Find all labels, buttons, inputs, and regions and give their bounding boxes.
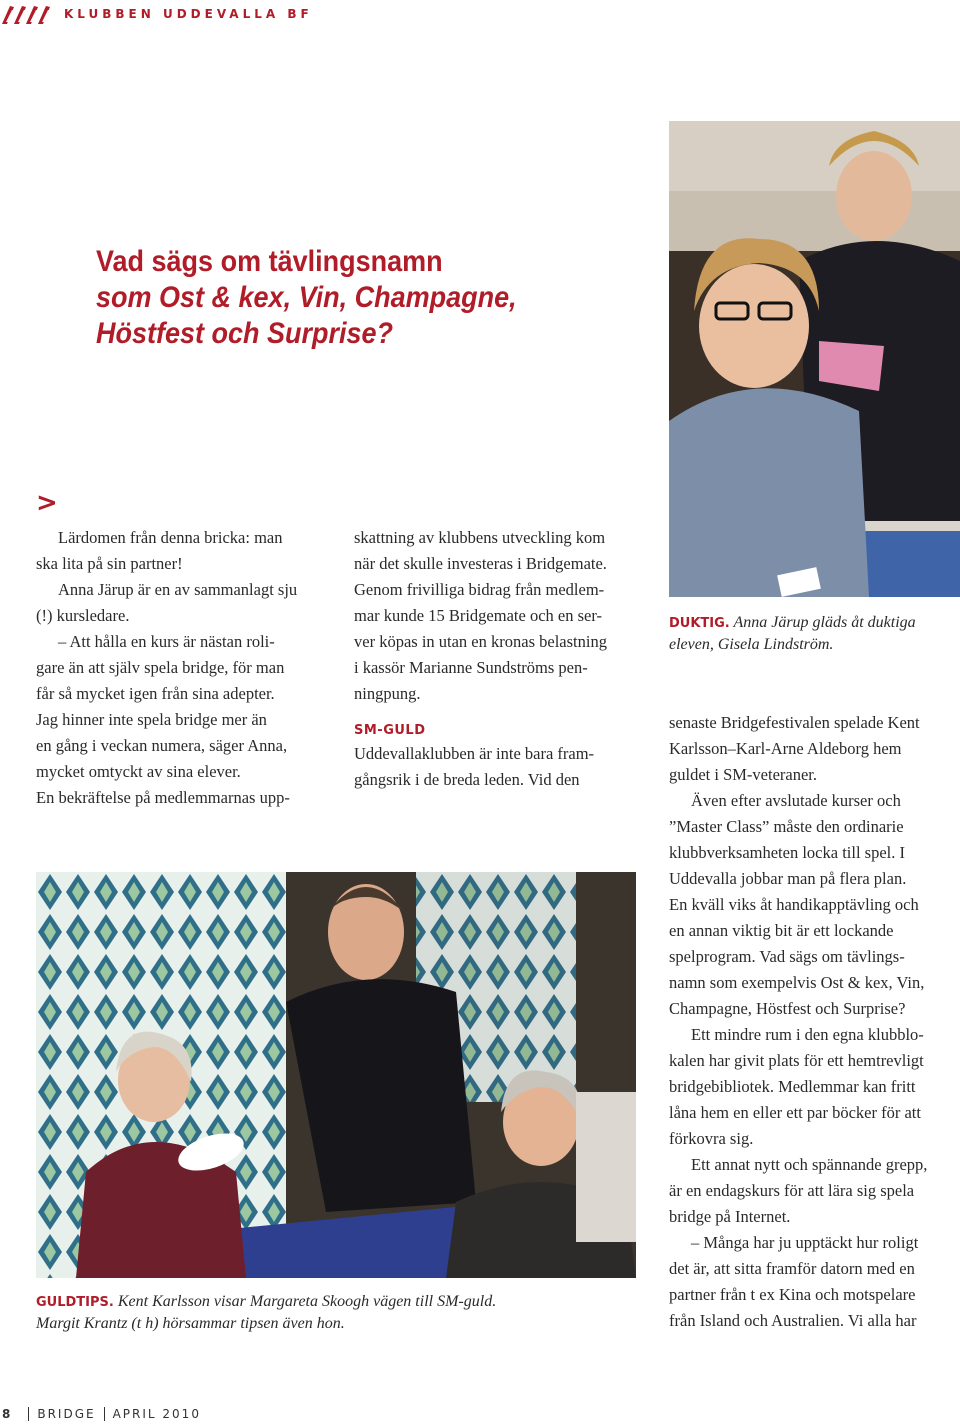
paragraph-line: kalen har givit plats för ett hemtrevligt	[669, 1051, 924, 1070]
paragraph-line: i kassör Marianne Sundströms pen-	[354, 658, 588, 677]
article-column-3	[669, 710, 959, 1334]
paragraph-line: Anna Järup är en av sammanlagt sju	[58, 580, 298, 599]
paragraph-line: En kväll viks åt handikapptävling och	[669, 895, 919, 914]
caption-text: eleven, Gisela Lindström.	[669, 636, 834, 653]
paragraph-line: en gång i veckan numera, säger Anna,	[36, 736, 288, 755]
caption-tag: DUKTIG.	[669, 616, 730, 631]
caption-text: Kent Karlsson visar Margareta Skoogh vägen till SM-guld.	[113, 1293, 497, 1310]
paragraph-line: Ett annat nytt och spännande grepp,	[691, 1155, 928, 1174]
paragraph-line: när det skulle investeras i Bridgemate.	[354, 554, 607, 573]
paragraph-line: Champagne, Höstfest och Surprise?	[669, 999, 906, 1018]
paragraph-line: får så mycket igen från sina adepter.	[36, 684, 275, 703]
paragraph-line: skattning av klubbens utveckling kom	[354, 528, 606, 547]
paragraph-line: Uddevallaklubben är inte bara fram-	[354, 744, 595, 763]
caption-duktig	[669, 612, 959, 655]
headline-line-3: Höstfest och Surprise?	[96, 317, 394, 350]
paragraph-line: senaste Bridgefestivalen spelade Kent	[669, 713, 920, 732]
paragraph-line: guldet i SM-veteraner.	[669, 765, 818, 784]
paragraph-line: – Många har ju upptäckt hur roligt	[691, 1233, 919, 1252]
paragraph-line: – Att hålla en kurs är nästan roli-	[58, 632, 275, 651]
article-column-2	[354, 525, 654, 793]
paragraph-line: Lärdomen från denna bricka: man	[58, 528, 283, 547]
paragraph-line: Ett mindre rum i den egna klubblo-	[691, 1025, 924, 1044]
caption-text: Anna Järup gläds åt duktiga	[729, 614, 916, 631]
club-logo-icon	[0, 4, 58, 26]
headline-line-2: som Ost & kex, Vin, Champagne,	[96, 281, 517, 314]
paragraph-line: En bekräftelse på medlemmarnas upp-	[36, 788, 290, 807]
article-column-1	[36, 525, 336, 811]
page-footer	[0, 1404, 201, 1424]
paragraph-line: bridgebibliotek. Medlemmar kan fritt	[669, 1077, 916, 1096]
footer-divider	[28, 1407, 29, 1421]
paragraph-line: partner från t ex Kina och motspelare	[669, 1285, 916, 1304]
subheading-sm-guld: SM-GULD	[354, 723, 426, 738]
headline-line-1: Vad sägs om tävlingsnamn	[96, 245, 443, 278]
issue-date: APRIL 2010	[112, 1407, 201, 1421]
paragraph-line: namn som exempelvis Ost & kex, Vin,	[669, 973, 925, 992]
photo-guldtips	[36, 872, 636, 1278]
headline	[96, 244, 519, 352]
paragraph-line: ningpung.	[354, 684, 421, 703]
article-start-marker: >	[36, 488, 58, 518]
paragraph-line: låna hem en eller ett par böcker för att	[669, 1103, 921, 1122]
paragraph-line: ”Master Class” måste den ordinarie	[669, 817, 904, 836]
footer-divider	[104, 1407, 105, 1421]
section-title: KLUBBEN UDDEVALLA BF	[64, 7, 313, 21]
paragraph-line: Uddevalla jobbar man på flera plan.	[669, 869, 907, 888]
page-header	[0, 0, 400, 28]
photo-anna-jarup	[669, 121, 960, 597]
paragraph-line: är en endagskurs för att lära sig spela	[669, 1181, 915, 1200]
page-number: 8	[2, 1407, 11, 1421]
paragraph-line: (!) kursledare.	[36, 606, 130, 625]
paragraph-line: Jag hinner inte spela bridge mer än	[36, 710, 267, 729]
paragraph-line: ska lita på sin partner!	[36, 554, 183, 573]
paragraph-line: från Island och Australien. Vi alla har	[669, 1311, 917, 1330]
paragraph-line: mycket omtyckt av sina elever.	[36, 762, 241, 781]
paragraph-line: förkovra sig.	[669, 1129, 754, 1148]
paragraph-line: en annan viktig bit är ett lockande	[669, 921, 894, 940]
paragraph-line: Genom frivilliga bidrag från medlem-	[354, 580, 605, 599]
paragraph-line: klubbverksamheten locka till spel. I	[669, 843, 905, 862]
paragraph-line: bridge på Internet.	[669, 1207, 791, 1226]
paragraph-line: Även efter avslutade kurser och	[691, 791, 901, 810]
photo-illustration	[669, 121, 960, 597]
paragraph-line: gångsrik i de breda leden. Vid den	[354, 770, 580, 789]
photo-illustration	[36, 872, 636, 1278]
caption-text: Margit Krantz (t h) hörsammar tipsen även hon.	[36, 1315, 345, 1332]
paragraph-line: ver köpas in utan en kronas belastning	[354, 632, 607, 651]
caption-tag: GULDTIPS.	[36, 1295, 114, 1310]
caption-guldtips	[36, 1291, 636, 1334]
paragraph-line: det är, att sitta framför datorn med en	[669, 1259, 915, 1278]
paragraph-line: gare än att själv spela bridge, för man	[36, 658, 285, 677]
magazine-name: BRIDGE	[37, 1407, 96, 1421]
paragraph-line: mar kunde 15 Bridgemate och en ser-	[354, 606, 602, 625]
paragraph-line: Karlsson–Karl-Arne Aldeborg hem	[669, 739, 902, 758]
paragraph-line: spelprogram. Vad sägs om tävlings-	[669, 947, 905, 966]
